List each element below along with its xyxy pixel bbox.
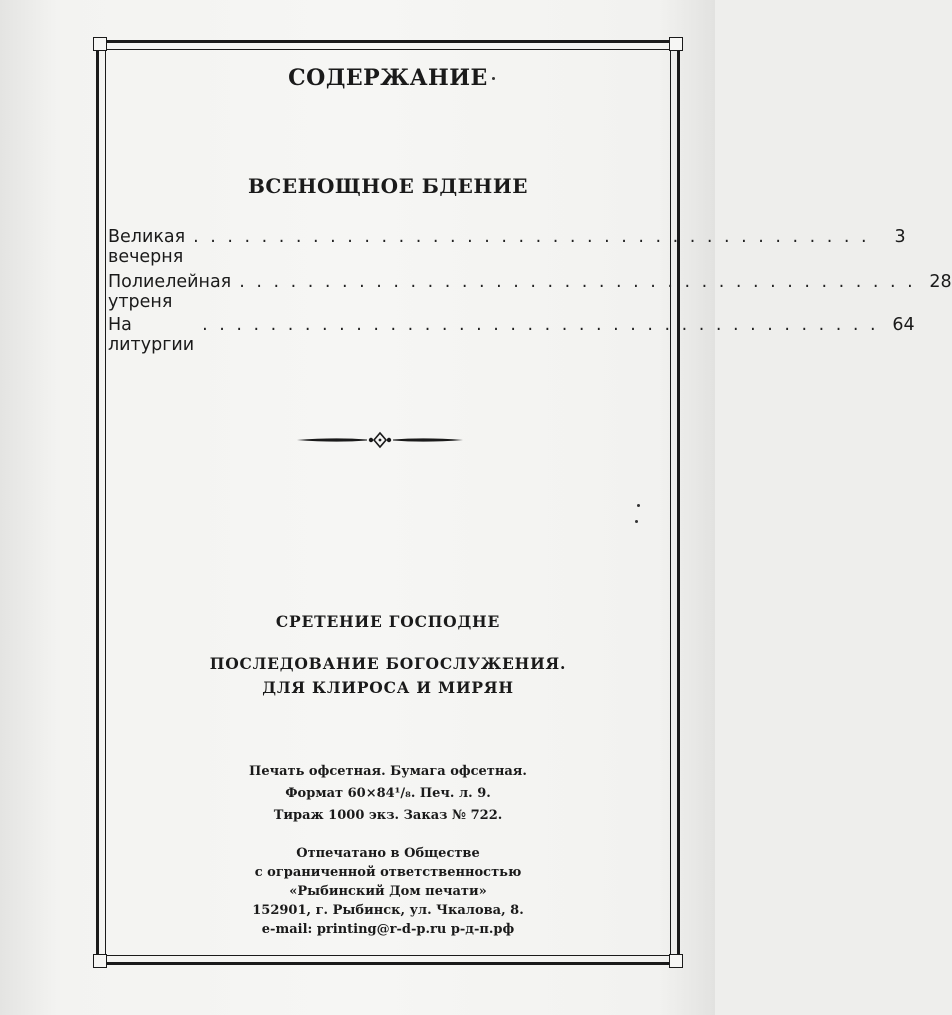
imprint-line: «Рыбинский Дом печати»	[289, 884, 487, 899]
dot-leader: . . . . . . . . . . . . . . . . . . . . . . . . . . . . . . . . . . . . . . . .	[239, 272, 916, 292]
contents-heading: СОДЕРЖАНИЕ	[288, 65, 488, 91]
imprint-line: Тираж 1000 экз. Заказ № 722.	[273, 808, 503, 823]
frame-corner-bottom-left	[93, 954, 107, 968]
book-subtitle: ПОСЛЕДОВАНИЕ БОГОСЛУЖЕНИЯ.	[209, 654, 567, 673]
section-title: ВСЕНОЩНОЕ БДЕНИЕ	[248, 174, 528, 198]
imprint-line: Печать офсетная. Бумага офсетная.	[249, 764, 527, 779]
toc-entry	[108, 272, 952, 312]
ornament-divider-icon	[295, 429, 465, 451]
toc-entry-title: Великая вечерня	[108, 227, 186, 267]
page-content	[105, 49, 952, 956]
toc-entry	[108, 315, 915, 355]
book-title: СРЕТЕНИЕ ГОСПОДНЕ	[275, 612, 501, 631]
dot-leader: . . . . . . . . . . . . . . . . . . . . . . . . . . . . . . . . . . . . . . . .	[193, 227, 870, 247]
print-speck	[492, 77, 495, 80]
book-subtitle: ДЛЯ КЛИРОСА И МИРЯН	[262, 678, 514, 697]
toc-entry-page: 28	[929, 272, 952, 292]
print-speck	[635, 520, 638, 523]
imprint-line: Отпечатано в Обществе	[296, 846, 480, 861]
toc-entry-page: 64	[892, 315, 915, 335]
imprint-line: с ограниченной ответственностью	[254, 865, 522, 880]
dot-leader: . . . . . . . . . . . . . . . . . . . . . . . . . . . . . . . . . . . . . . . .	[202, 315, 879, 335]
toc-entry-page: 3	[894, 227, 906, 247]
imprint-line: Формат 60×84¹/₈. Печ. л. 9.	[285, 786, 491, 801]
toc-entry	[108, 227, 906, 267]
frame-corner-top-right	[669, 37, 683, 51]
imprint-line: e-mail: printing@r-d-p.ru р-д-п.рф	[261, 922, 515, 937]
print-speck	[637, 504, 640, 507]
imprint-line: 152901, г. Рыбинск, ул. Чкалова, 8.	[252, 903, 524, 918]
toc-entry-title: Полиелейная утреня	[108, 272, 232, 312]
frame-corner-bottom-right	[669, 954, 683, 968]
toc-entry-title: На литургии	[108, 315, 195, 355]
